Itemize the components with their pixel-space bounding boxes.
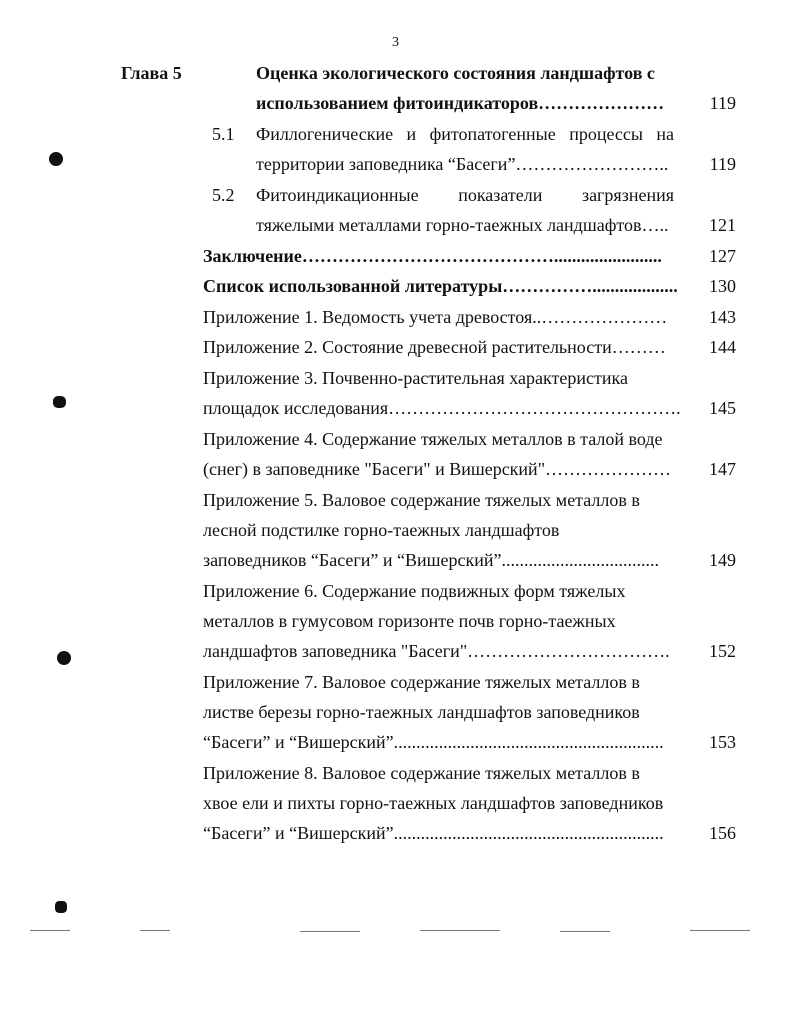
chapter-title-line2: использованием фитоиндикаторов………………… <box>256 93 665 113</box>
scan-speck-line <box>420 930 500 931</box>
scan-speck-line <box>690 930 750 931</box>
page-number: 3 <box>392 35 399 50</box>
scan-speck-line <box>300 931 360 932</box>
toc-entry-page: 130 <box>709 276 736 296</box>
punch-hole-mark <box>53 396 66 408</box>
section-number: 5.1 <box>212 124 235 144</box>
word: фитопатогенные <box>429 124 556 144</box>
punch-hole-mark <box>55 901 67 913</box>
toc-entry-appendix-3-line2: площадок исследования…………………………………………. <box>203 398 681 418</box>
toc-entry-appendix-6-line3: ландшафтов заповедника "Басеги"……………………………. <box>203 641 670 661</box>
toc-entry-appendix-8-line1: Приложение 8. Валовое содержание тяжелых металлов в <box>203 763 640 783</box>
section-title-line2: тяжелыми металлами горно-таежных ландшафтов….. <box>256 215 669 235</box>
toc-entry-appendix-7-line2: листве березы горно-таежных ландшафтов заповедников <box>203 702 640 722</box>
section-number: 5.2 <box>212 185 235 205</box>
toc-entry-page: 152 <box>709 641 736 661</box>
scan-speck-line <box>560 931 610 932</box>
toc-entry-page: 145 <box>709 398 736 418</box>
chapter-label: Глава 5 <box>121 63 182 83</box>
toc-entry-appendix-3-line1: Приложение 3. Почвенно-растительная характеристика <box>203 368 628 388</box>
toc-entry-appendix-7-line3: “Басеги” и “Вишерский”............................................................ <box>203 732 664 752</box>
section-page: 121 <box>709 215 736 235</box>
word: загрязнения <box>581 185 674 205</box>
toc-entry-page: 143 <box>709 307 736 327</box>
toc-entry-appendix-7-line1: Приложение 7. Валовое содержание тяжелых металлов в <box>203 672 640 692</box>
toc-entry-page: 156 <box>709 823 736 843</box>
toc-entry-appendix-1: Приложение 1. Ведомость учета древостоя..………………… <box>203 307 668 327</box>
chapter-page: 119 <box>709 93 736 113</box>
word: Филлогенические <box>256 124 394 144</box>
toc-entry-bibliography: Список использованной литературы……………................... <box>203 276 678 296</box>
punch-hole-mark <box>57 651 71 665</box>
chapter-title-line1: Оценка экологического состояния ландшафтов с <box>256 63 655 83</box>
toc-entry-appendix-5-line3: заповедников “Басеги” и “Вишерский”................................... <box>203 550 660 570</box>
punch-hole-mark <box>49 152 63 166</box>
toc-entry-appendix-4-line2: (снег) в заповеднике "Басеги" и Вишерский"………………… <box>203 459 672 479</box>
word: показатели <box>458 185 543 205</box>
toc-entry-appendix-6-line2: металлов в гумусовом горизонте почв горно-таежных <box>203 611 616 631</box>
section-title-line1 <box>256 183 674 207</box>
toc-entry-page: 149 <box>709 550 736 570</box>
toc-entry-appendix-8-line3: “Басеги” и “Вишерский”............................................................ <box>203 823 664 843</box>
word: и <box>406 124 417 144</box>
word: на <box>656 124 675 144</box>
toc-entry-page: 127 <box>709 246 736 266</box>
scan-speck-line <box>30 930 70 931</box>
section-title-line2: территории заповедника “Басеги”…………………….. <box>256 154 669 174</box>
section-page: 119 <box>709 154 736 174</box>
toc-entry-appendix-5-line1: Приложение 5. Валовое содержание тяжелых металлов в <box>203 490 640 510</box>
toc-entry-appendix-5-line2: лесной подстилке горно-таежных ландшафтов <box>203 520 560 540</box>
word: Фитоиндикационные <box>256 185 419 205</box>
word: процессы <box>569 124 643 144</box>
toc-entry-appendix-2: Приложение 2. Состояние древесной растительности……… <box>203 337 666 357</box>
section-title-line1 <box>256 122 674 146</box>
toc-entry-page: 153 <box>709 732 736 752</box>
toc-entry-conclusion: Заключение……………………………………........................ <box>203 246 662 266</box>
toc-entry-appendix-4-line1: Приложение 4. Содержание тяжелых металлов в талой воде <box>203 429 663 449</box>
toc-entry-appendix-8-line2: хвое ели и пихты горно-таежных ландшафтов заповедников <box>203 793 664 813</box>
scan-speck-line <box>140 930 170 931</box>
toc-entry-page: 144 <box>709 337 736 357</box>
toc-entry-page: 147 <box>709 459 736 479</box>
toc-entry-appendix-6-line1: Приложение 6. Содержание подвижных форм тяжелых <box>203 581 626 601</box>
